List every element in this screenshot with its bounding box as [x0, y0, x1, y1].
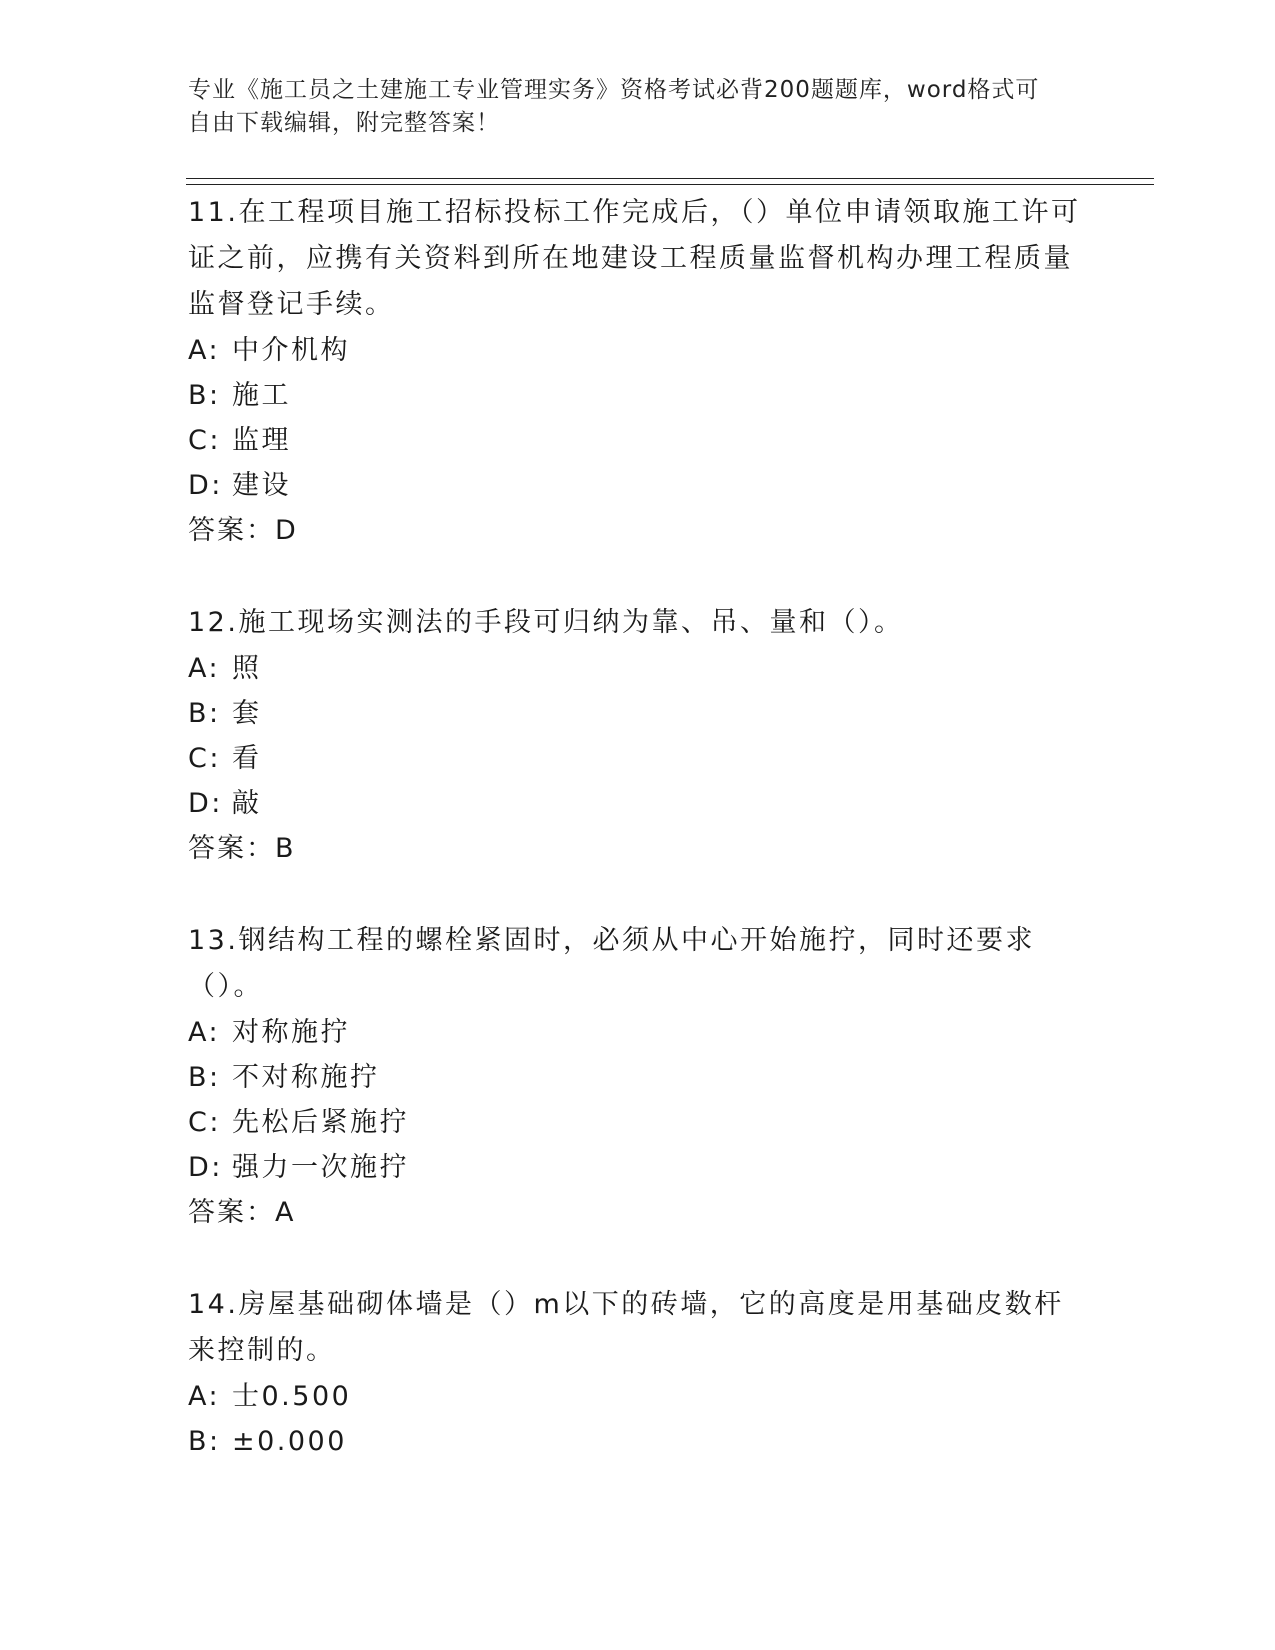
- question-list: [188, 190, 1088, 1510]
- option-text: 强力一次施拧: [232, 1152, 409, 1183]
- option-key: B:: [188, 1062, 221, 1093]
- option-key: D:: [188, 788, 223, 819]
- option-text: 套: [232, 698, 262, 729]
- question-stem: 13.钢结构工程的螺栓紧固时，必须从中心开始施拧，同时还要求（）。: [188, 925, 1035, 1002]
- option-key: B:: [188, 1426, 221, 1457]
- option-key: C:: [188, 1107, 221, 1138]
- question-stem: 11.在工程项目施工招标投标工作完成后，（）单位申请领取施工许可证之前，应携有关资料到所在地建设工程质量监督机构办理工程质量监督登记手续。: [188, 197, 1081, 320]
- option-b: [188, 1419, 1088, 1464]
- option-text: ±0.000: [232, 1426, 347, 1457]
- answer-line: 答案：D: [188, 515, 298, 546]
- option-b: [188, 691, 1088, 736]
- option-text: 监理: [232, 425, 291, 456]
- option-key: B:: [188, 698, 221, 729]
- option-key: A:: [188, 335, 221, 366]
- option-key: C:: [188, 425, 221, 456]
- option-key: D:: [188, 470, 223, 501]
- option-text: 敲: [232, 788, 262, 819]
- option-key: A:: [188, 1017, 221, 1048]
- option-text: 照: [232, 653, 262, 684]
- header-line-2: 自由下载编辑，附完整答案！: [188, 110, 500, 136]
- option-key: B:: [188, 380, 221, 411]
- option-key: A:: [188, 1381, 221, 1412]
- question-stem: 12.施工现场实测法的手段可归纳为靠、吊、量和（）。: [188, 607, 904, 638]
- option-c: [188, 1100, 1088, 1145]
- option-d: [188, 463, 1088, 508]
- option-a: [188, 1374, 1088, 1419]
- answer-line: 答案：A: [188, 1197, 296, 1228]
- question-12: [188, 600, 1088, 872]
- option-c: [188, 418, 1088, 463]
- question-14: [188, 1282, 1088, 1464]
- option-text: 士0.500: [232, 1381, 352, 1412]
- header-double-rule: [186, 178, 1154, 185]
- option-b: [188, 1055, 1088, 1100]
- option-text: 对称施拧: [232, 1017, 350, 1048]
- option-b: [188, 373, 1088, 418]
- option-text: 先松后紧施拧: [232, 1107, 409, 1138]
- option-a: [188, 1010, 1088, 1055]
- question-13: [188, 918, 1088, 1236]
- option-key: C:: [188, 743, 221, 774]
- option-text: 不对称施拧: [232, 1062, 380, 1093]
- option-c: [188, 736, 1088, 781]
- question-stem: 14.房屋基础砌体墙是（）m以下的砖墙，它的高度是用基础皮数杆来控制的。: [188, 1289, 1064, 1366]
- option-key: D:: [188, 1152, 223, 1183]
- option-text: 看: [232, 743, 262, 774]
- option-d: [188, 781, 1088, 826]
- answer-line: 答案：B: [188, 833, 296, 864]
- option-a: [188, 328, 1088, 373]
- option-key: A:: [188, 653, 221, 684]
- option-text: 施工: [232, 380, 291, 411]
- option-d: [188, 1145, 1088, 1190]
- option-text: 中介机构: [232, 335, 350, 366]
- option-text: 建设: [232, 470, 291, 501]
- header-line-1: 专业《施工员之土建施工专业管理实务》资格考试必背200题题库，word格式可: [188, 77, 1040, 103]
- document-header: [188, 74, 1068, 140]
- option-a: [188, 646, 1088, 691]
- question-11: [188, 190, 1088, 554]
